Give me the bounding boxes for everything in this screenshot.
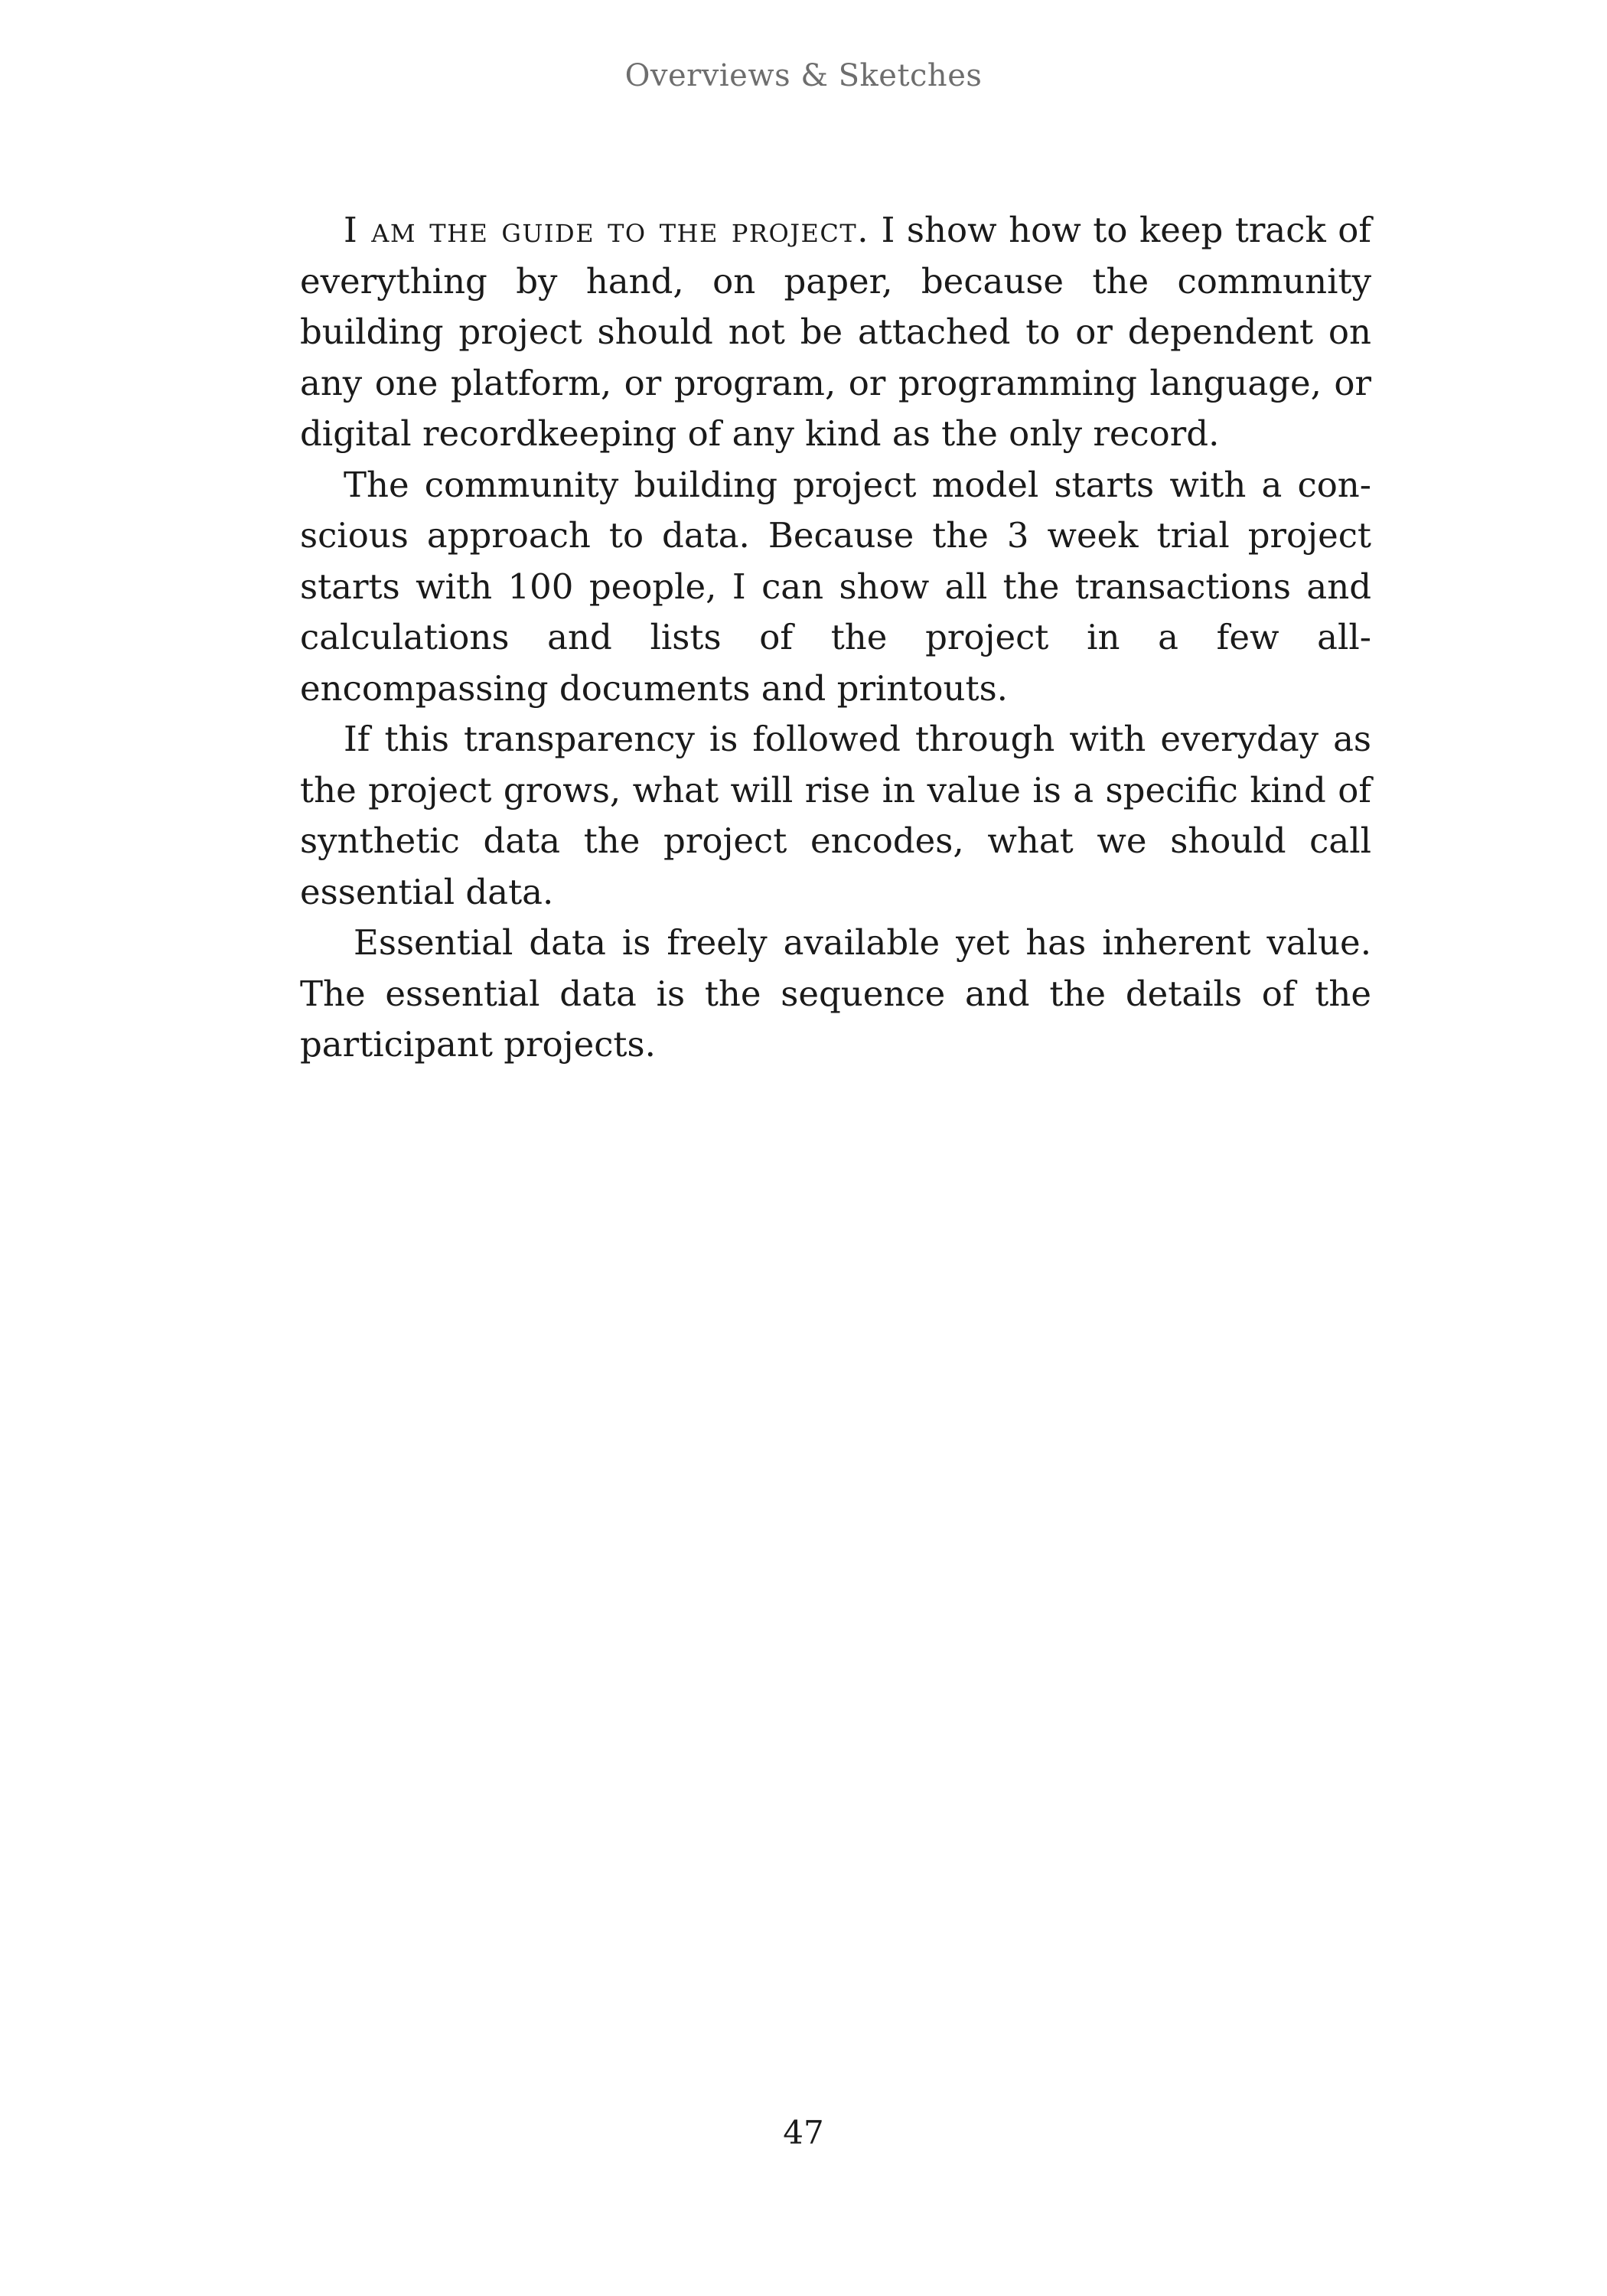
paragraph-3: If this transparency is followed through with everyday as the project grows, what will rise in value is a specific kind of synthetic data the project encodes, what we should call essential data.	[300, 719, 1371, 912]
running-head: Overviews & Sketches	[624, 58, 983, 93]
paragraph-1-lead-in: I am the guide to the project.	[344, 210, 870, 250]
paragraph-1	[300, 205, 1371, 460]
paragraph-1-text: I show how to keep track of everything by hand, on paper, because the community building project should not be attached to or dependent on any one platform, or program, or programming language, or digital recordkeeping of any kind as the only record.	[300, 210, 1372, 454]
paragraph-4: Essential data is freely available yet has inherent value. The essential data is the sequence and the details of the participant projects.	[300, 922, 1371, 1065]
paragraph-2: The community building project model starts with a conscious approach to data. Because the 3 week trial project starts with 100 people, I can show all the transactions and calculations and lists of the project in a few all-encompassing documents and printouts.	[300, 464, 1371, 709]
page-number: 47	[783, 2114, 824, 2151]
body-text	[300, 205, 1371, 1071]
